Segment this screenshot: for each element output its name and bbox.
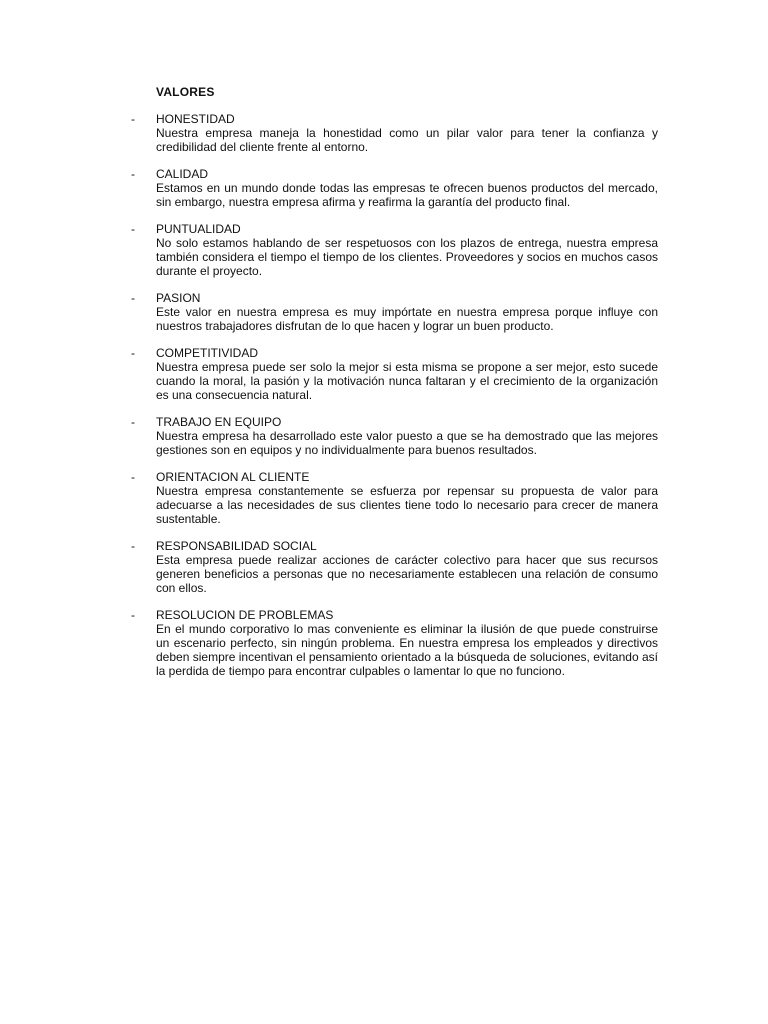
value-description: Estamos en un mundo donde todas las empresas te ofrecen buenos productos del mercado, sin embargo, nuestra empresa afirma y reafirma la garantía del producto final. [156, 181, 658, 209]
value-heading: HONESTIDAD [156, 112, 235, 126]
value-heading: PASION [156, 291, 201, 305]
value-item-honestidad [130, 112, 658, 154]
value-heading: CALIDAD [156, 167, 209, 181]
value-item-calidad [130, 167, 658, 209]
document-title: VALORES [156, 85, 215, 99]
value-item-responsabilidad-social [130, 539, 658, 595]
value-item-pasion [130, 291, 658, 333]
list-bullet: - [131, 470, 135, 484]
value-description: Nuestra empresa ha desarrollado este valor puesto a que se ha demostrado que las mejores gestiones son en equipos y no individualmente para buenos resultados. [156, 429, 658, 457]
list-bullet: - [131, 291, 135, 305]
value-item-puntualidad [130, 222, 658, 278]
value-description: Este valor en nuestra empresa es muy impórtate en nuestra empresa porque influye con nuestros trabajadores disfrutan de lo que hacen y lograr un buen producto. [156, 305, 658, 333]
value-description: Nuestra empresa maneja la honestidad como un pilar valor para tener la confianza y credibilidad del cliente frente al entorno. [156, 126, 658, 154]
list-bullet: - [131, 539, 135, 553]
list-bullet: - [131, 167, 135, 181]
value-description: Esta empresa puede realizar acciones de carácter colectivo para hacer que sus recursos generen beneficios a personas que no necesariamente establecen una relación de consumo con ellos. [156, 553, 658, 595]
value-description: Nuestra empresa puede ser solo la mejor si esta misma se propone a ser mejor, esto sucede cuando la moral, la pasión y la motivación nunca faltaran y el crecimiento de la organización es una consecuencia natural. [156, 360, 658, 402]
list-bullet: - [131, 112, 135, 126]
value-heading: TRABAJO EN EQUIPO [156, 415, 282, 429]
list-bullet: - [131, 415, 135, 429]
values-list [130, 112, 658, 691]
value-heading: PUNTUALIDAD [156, 222, 241, 236]
value-heading: ORIENTACION AL CLIENTE [156, 470, 310, 484]
list-bullet: - [131, 608, 135, 622]
value-item-trabajo-en-equipo [130, 415, 658, 457]
value-description: Nuestra empresa constantemente se esfuerza por repensar su propuesta de valor para adecuarse a las necesidades de sus clientes tiene todo lo necesario para crecer de manera sustentable. [156, 484, 658, 526]
value-item-competitividad [130, 346, 658, 402]
list-bullet: - [131, 222, 135, 236]
value-heading: RESOLUCION DE PROBLEMAS [156, 608, 334, 622]
value-description: No solo estamos hablando de ser respetuosos con los plazos de entrega, nuestra empresa también considera el tiempo el tiempo de los clientes. Proveedores y socios en muchos casos durante el proyecto. [156, 236, 658, 278]
value-heading: RESPONSABILIDAD SOCIAL [156, 539, 317, 553]
value-heading: COMPETITIVIDAD [156, 346, 259, 360]
list-bullet: - [131, 346, 135, 360]
value-item-resolucion-de-problemas [130, 608, 658, 678]
value-description: En el mundo corporativo lo mas conveniente es eliminar la ilusión de que puede construirse un escenario perfecto, sin ningún problema. En nuestra empresa los empleados y directivos deben siempre incentivan el pensamiento orientado a la búsqueda de soluciones, evitando así la perdida de tiempo para encontrar culpables o lamentar lo que no funciono. [156, 622, 658, 678]
value-item-orientacion-al-cliente [130, 470, 658, 526]
